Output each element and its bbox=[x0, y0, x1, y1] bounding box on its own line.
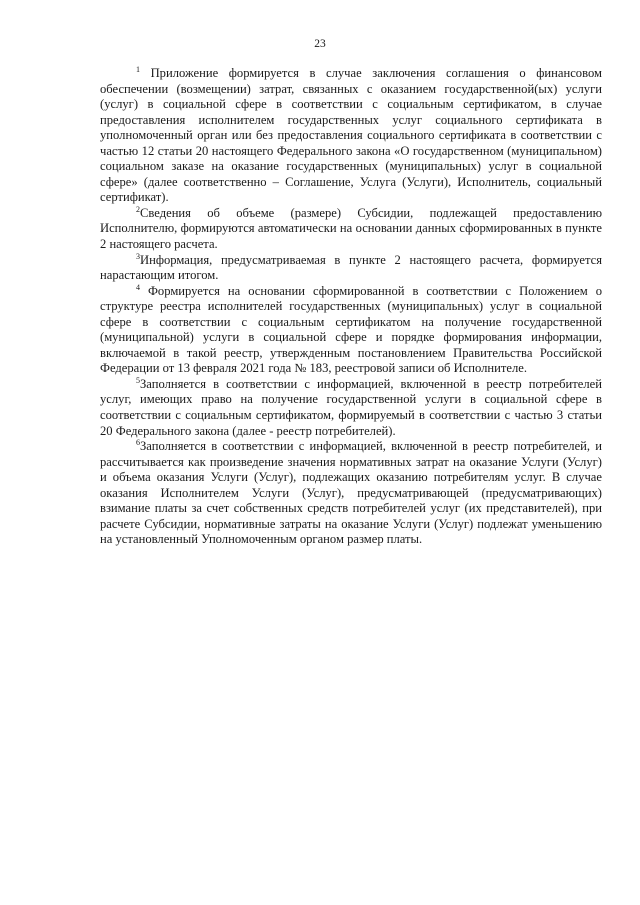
footnote-2 bbox=[100, 206, 602, 253]
footnote-text: Информация, предусматриваемая в пункте 2 настоящего расчета, формируется нарастающим итогом. bbox=[100, 252, 602, 283]
footnote-mark: 2 bbox=[136, 204, 140, 214]
footnote-mark: 1 bbox=[136, 64, 140, 74]
footnote-6 bbox=[100, 439, 602, 548]
footnote-4 bbox=[100, 284, 602, 377]
footnote-5 bbox=[100, 377, 602, 439]
footnote-1 bbox=[100, 66, 602, 206]
footnote-mark: 5 bbox=[136, 375, 140, 385]
footnote-mark: 6 bbox=[136, 437, 140, 447]
footnote-text: Формируется на основании сформированной в соответствии с Положением о структуре реестра исполнителей государственных (муниципальных) услуг в социальной сфере в соответствии с социальным сертификатом на получение государственной (муниципальной) услуги в социальной сфере и порядке формирования информации, включаемой в такой реестр, утвержденным постановлением Правительства Российской Федерации от 13 февраля 2021 года № 183, реестровой записи об Исполнителе. bbox=[100, 283, 602, 376]
footnote-text: Сведения об объеме (размере) Субсидии, подлежащей предоставлению Исполнителю, формируются автоматически на основании данных сформированных в пункте 2 настоящего расчета. bbox=[100, 205, 602, 252]
footnotes-section bbox=[100, 66, 602, 548]
footnote-mark: 3 bbox=[136, 251, 140, 261]
footnote-text: Заполняется в соответствии с информацией, включенной в реестр потребителей, и рассчитывается как произведение значения нормативных затрат на оказание Услуги (Услуг) и объема оказания Услуги (Услуг), подлежащих оказанию потребителям услуг. В случае оказания Исполнителем Услуги (Услуг), предусматривающей (предусматривающих) взимание платы за счет собственных средств потребителей услуг (их представителей), при расчете Субсидии, нормативные затраты на оказание Услуги (Услуг) подлежат уменьшению на установленный Уполномоченным органом размер платы. bbox=[100, 439, 602, 547]
footnote-3 bbox=[100, 253, 602, 284]
footnote-text: Заполняется в соответствии с информацией, включенной в реестр потребителей услуг, имеющих право на получение государственной услуги в социальной сфере в соответствии с социальным сертификатом, формируемый в соответствии с частью 3 статьи 20 Федерального закона (далее - реестр потребителей). bbox=[100, 376, 602, 438]
footnote-mark: 4 bbox=[136, 282, 140, 292]
footnote-text: Приложение формируется в случае заключения соглашения о финансовом обеспечении (возмещении) затрат, связанных с оказанием государственной(ых) услуги (услуг) в социальной сфере в соответствии с социальным сертификатом, в случае предоставления исполнителем государственных услуг социального сертификата в уполномоченный орган или без предоставления социального сертификата в соответствии с частью 12 статьи 20 настоящего Федерального закона «О государственном (муниципальном) социальном заказе на оказание государственных (муниципальных) услуг в социальной сфере» (далее соответственно – Соглашение, Услуга (Услуги), Исполнитель, социальный сертификат). bbox=[100, 66, 602, 205]
page-number: 23 bbox=[314, 38, 326, 50]
